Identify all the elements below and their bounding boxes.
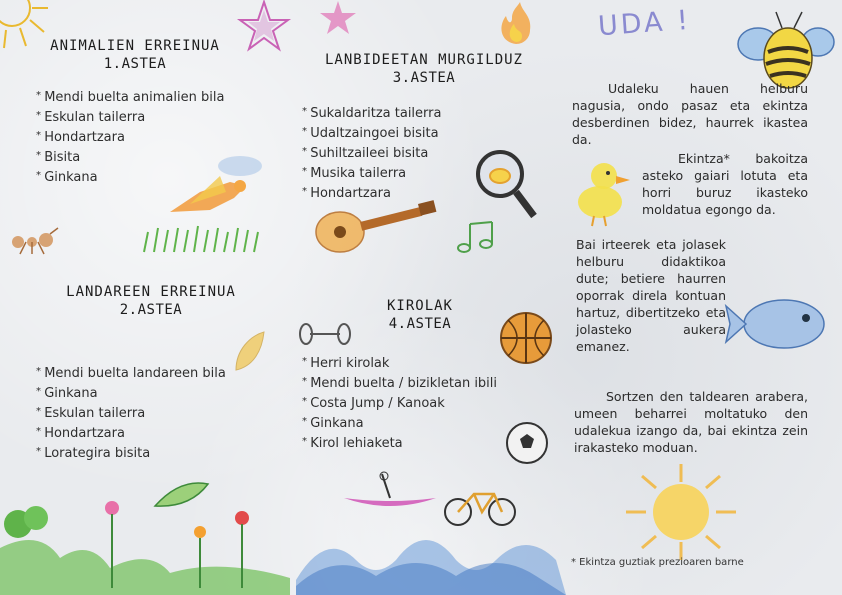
intro-paragraph: Udaleku hauen helburu nagusia, ondo pasaz eta ekintza desberdinen bidez, haurrek ikastea da. [572,81,808,147]
magnifier-drawing [472,146,542,222]
guitar-drawing [312,196,442,258]
list-item: * Lorategira bisita [36,444,226,464]
fish-drawing [724,292,832,356]
football-drawing [504,420,550,466]
garden-drawing [0,478,290,595]
section-title: ANIMALIEN ERREINUA [50,38,220,54]
star-drawing-2 [316,0,360,36]
list-item: * Kirol lehiaketa [302,434,497,454]
goals-paragraph: Bai irteerek eta jolasek helburu didaktikoa dute; betiere haurren oporrak direla kontuan hartuz, dibertitzeko eta jolasteko aukera emanez. [576,237,726,354]
list-item: * Hondartzara [302,184,441,204]
week-label: 4.ASTEA [388,316,452,332]
list-item: * Hondartzara [36,424,226,444]
list-item: * Herri kirolak [302,354,497,374]
canoe-drawing [340,468,440,512]
list-item: * Ginkana [302,414,497,434]
section-title: LANDAREEN ERREINUA [66,284,236,300]
section-title: KIROLAK [386,298,453,314]
list-item: * Mendi buelta / bizikletan ibili [302,374,497,394]
music-note-drawing [456,220,496,256]
grass-drawing [140,218,280,254]
activities-paragraph: Ekintza* bakoitza asteko gaiari lotuta eta horri buruz ikasteko moldatua egongo da. [642,151,808,217]
duck-drawing [570,158,638,228]
group-paragraph: Sortzen den taldearen arabera, umeen beharrei moltatuko den udalekua izango da, bai ekintza zein irakasteko moduan. [574,389,808,455]
list-item: * Bisita [36,148,224,168]
list-item: * Hondartzara [36,128,224,148]
activity-list-week4 [302,354,497,454]
section-title: LANBIDEETAN MURGILDUZ [324,52,523,68]
ant-drawing [6,226,64,256]
fire-drawing [490,2,542,46]
list-item: * Ginkana [36,168,224,188]
leaf-drawing [232,330,268,374]
waves-drawing [296,520,566,595]
week-label: 1.ASTEA [103,56,167,72]
basketball-drawing [498,310,554,366]
list-item: * Eskulan tailerra [36,108,224,128]
list-item: * Musika tailerra [302,164,441,184]
list-item: * Mendi buelta animalien bila [36,88,224,108]
footnote: * Ekintza guztiak prezioaren barne [571,557,744,568]
section-heading-professions [304,52,544,86]
section-heading-sports [350,298,490,332]
list-item: * Costa Jump / Kanoak [302,394,497,414]
sun-drawing-bottom-right [616,462,746,562]
section-heading-plants [36,284,266,318]
list-item: * Sukaldaritza tailerra [302,104,441,124]
list-item: * Suhiltzaileei bisita [302,144,441,164]
dumbbell-drawing [298,322,352,346]
list-item: * Ginkana [36,384,226,404]
week-label: 2.ASTEA [119,302,183,318]
list-item: * Eskulan tailerra [36,404,226,424]
activity-list-week3 [302,104,441,204]
activity-list-week2 [36,364,226,464]
week-label: 3.ASTEA [392,70,456,86]
list-item: * Udaltzaingoei bisita [302,124,441,144]
activity-list-week1 [36,88,224,188]
page-title: UDA ! [597,4,692,43]
section-heading-animals [20,38,250,72]
list-item: * Mendi buelta landareen bila [36,364,226,384]
